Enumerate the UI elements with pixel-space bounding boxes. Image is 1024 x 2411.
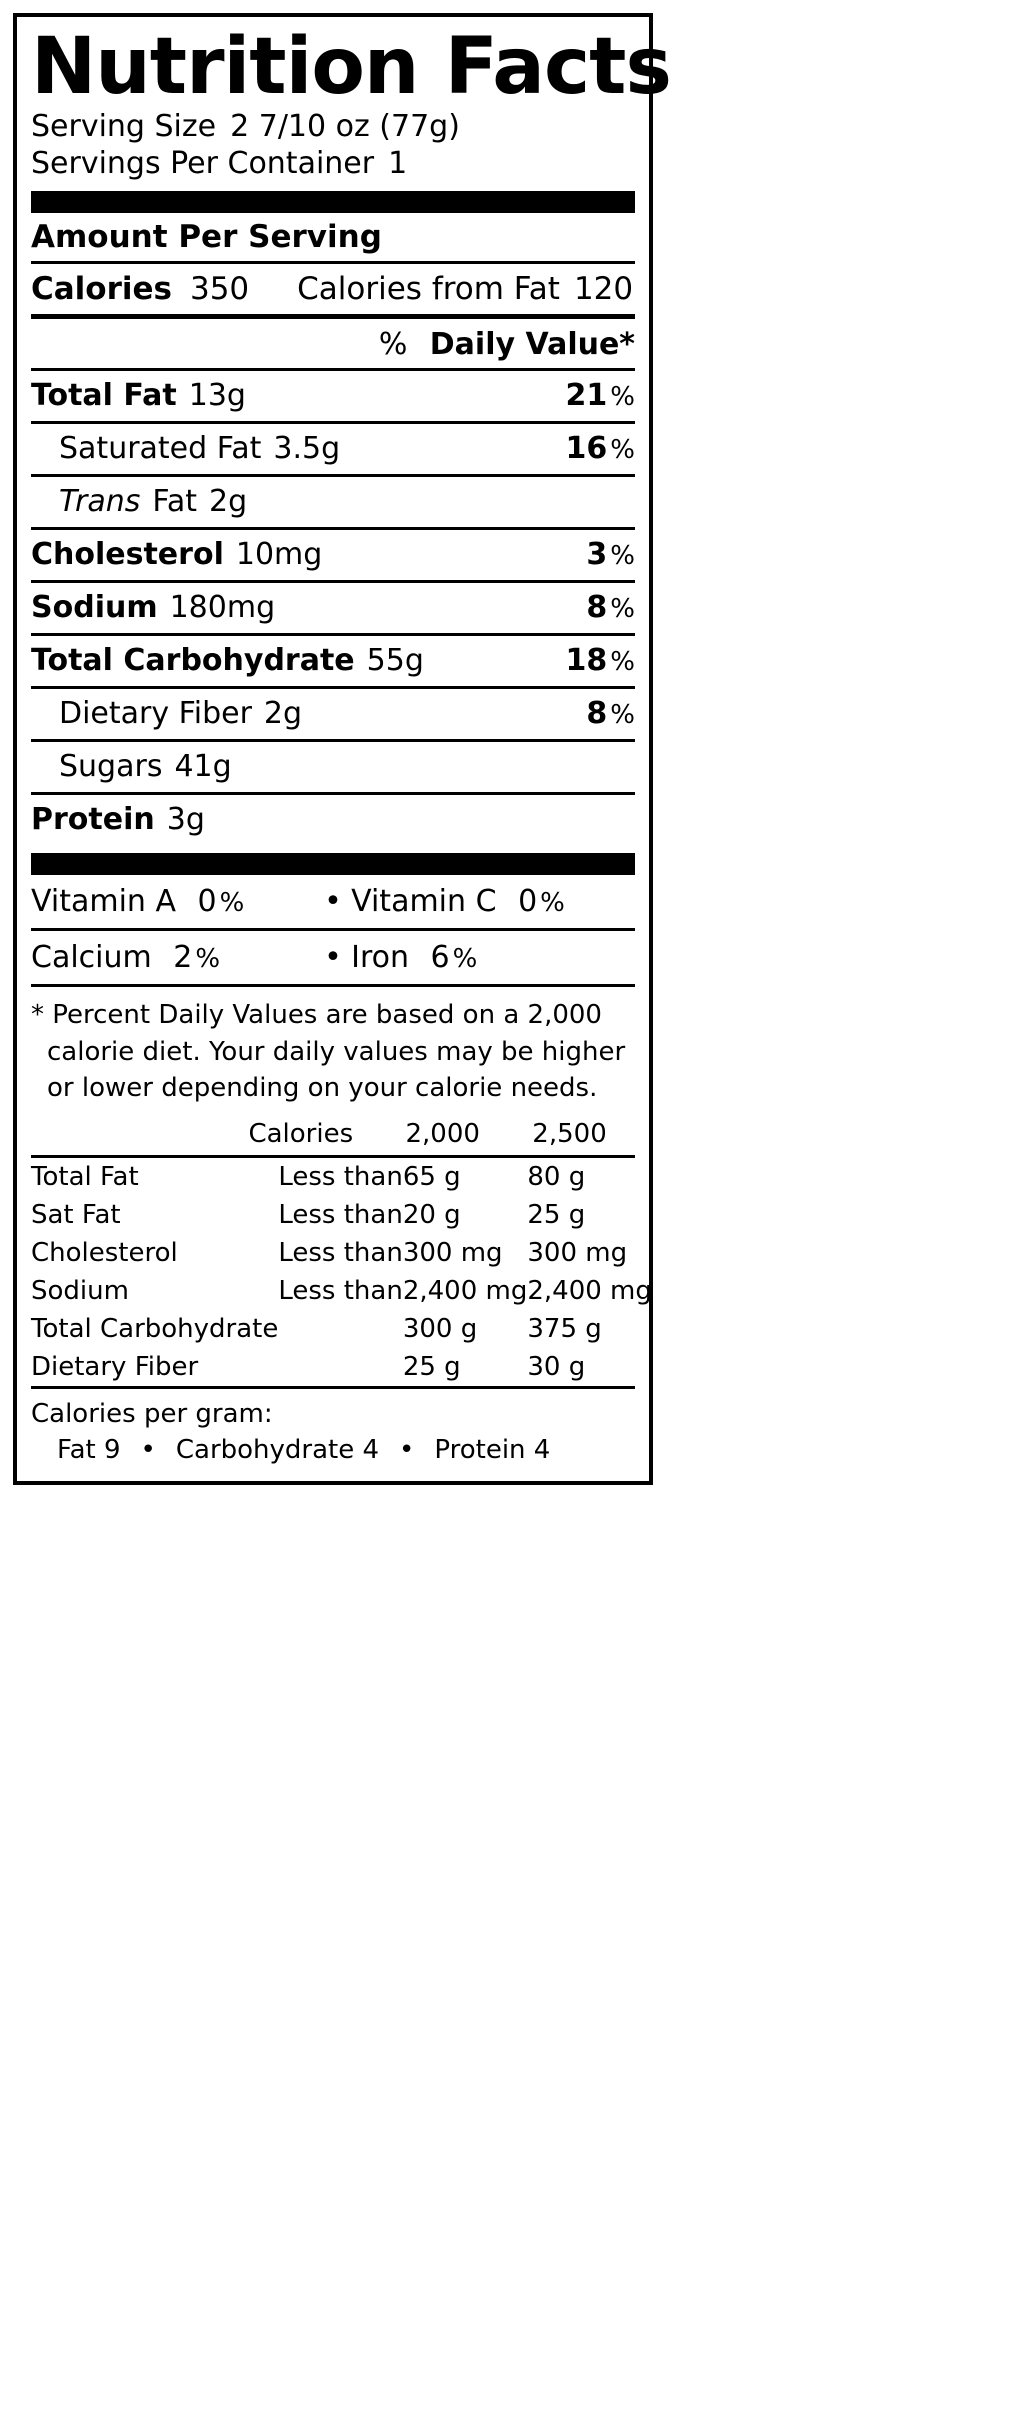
bullet-icon: • xyxy=(140,1435,156,1466)
vitamin-row-1 xyxy=(31,875,635,928)
vitamin-row-2 xyxy=(31,931,635,984)
percent-sign: % xyxy=(610,540,635,571)
dv-row-2000: 20 g xyxy=(402,1200,461,1231)
nutrient-row-sugars xyxy=(31,742,635,792)
table-header-2500: 2,500 xyxy=(532,1119,607,1150)
nutrient-amount: 2g xyxy=(209,483,248,519)
daily-value-header xyxy=(31,319,635,368)
dv-row-name: Cholesterol xyxy=(31,1238,178,1269)
footnote xyxy=(31,987,635,1116)
dv-row-2000: 25 g xyxy=(402,1352,461,1383)
vitamin-name: Iron xyxy=(351,939,409,975)
daily-value-text: Daily Value* xyxy=(429,326,635,362)
cpg-fat: Fat 9 xyxy=(57,1435,121,1466)
dv-row-qualifier: Less than xyxy=(278,1238,403,1269)
bullet-icon: • xyxy=(324,939,342,975)
percent-sign: % xyxy=(610,381,635,412)
table-row xyxy=(31,1234,652,1272)
footnote-line-3: or lower depending on your calorie needs. xyxy=(47,1073,598,1104)
calories-value: 350 xyxy=(189,270,250,307)
dv-row-qualifier xyxy=(278,1310,402,1348)
serving-size-row xyxy=(31,109,635,146)
dv-row-qualifier: Less than xyxy=(278,1276,403,1307)
page-title: Nutrition Facts xyxy=(31,22,671,112)
vitamin-name: Vitamin A xyxy=(31,883,176,919)
dv-row-2500: 300 mg xyxy=(527,1238,628,1269)
nutrient-dv: 21 xyxy=(565,377,608,413)
percent-sign: % xyxy=(610,699,635,730)
bullet-icon: • xyxy=(324,883,342,919)
dv-row-2500: 80 g xyxy=(527,1162,586,1193)
servings-per-container-value: 1 xyxy=(388,146,408,182)
dv-row-name: Total Fat xyxy=(31,1162,139,1193)
table-header-row xyxy=(31,1115,635,1155)
nutrient-dv: 18 xyxy=(565,642,608,678)
nutrient-row-sodium xyxy=(31,583,635,633)
percent-sign: % xyxy=(610,646,635,677)
bullet-icon: • xyxy=(399,1435,415,1466)
percent-sign: % xyxy=(219,887,245,918)
dv-row-2000: 300 mg xyxy=(402,1238,503,1269)
nutrient-row-total-carbohydrate xyxy=(31,636,635,686)
nutrient-amount: 13g xyxy=(188,377,246,413)
dv-row-name: Dietary Fiber xyxy=(31,1352,199,1383)
table-row xyxy=(31,1348,652,1386)
table-header-2000: 2,000 xyxy=(405,1119,480,1150)
calories-per-gram-label: Calories per gram: xyxy=(31,1399,273,1430)
dv-row-2000: 65 g xyxy=(402,1162,461,1193)
nutrient-dv: 16 xyxy=(565,430,608,466)
divider-thick-top xyxy=(31,191,635,213)
amount-per-serving-label: Amount Per Serving xyxy=(31,218,382,255)
nutrient-name: Sugars xyxy=(59,748,163,784)
nutrient-row-saturated-fat xyxy=(31,424,635,474)
cpg-protein: Protein 4 xyxy=(434,1435,551,1466)
servings-per-container-label: Servings Per Container xyxy=(31,146,375,182)
nutrient-dv: 8 xyxy=(586,589,608,625)
table-header-calories: Calories xyxy=(248,1119,354,1150)
divider-thick-bottom xyxy=(31,853,635,875)
nutrient-amount: 2g xyxy=(263,695,303,731)
nutrient-row-total-fat xyxy=(31,371,635,421)
nutrient-dv: 8 xyxy=(586,695,608,731)
nutrient-name: Protein xyxy=(31,801,155,837)
nutrient-amount: 55g xyxy=(366,642,424,678)
nutrition-facts-label xyxy=(13,13,671,1485)
nutrient-name: Saturated Fat xyxy=(59,430,262,466)
vitamin-name: Vitamin C xyxy=(351,883,497,919)
vitamin-value: 0 xyxy=(197,883,217,919)
percent-sign: % xyxy=(452,943,478,974)
calories-from-fat-label: Calories from Fat xyxy=(297,270,560,307)
serving-size-label: Serving Size xyxy=(31,109,217,145)
table-row xyxy=(31,1158,652,1196)
nutrient-name: Dietary Fiber xyxy=(59,695,252,731)
calories-from-fat-value: 120 xyxy=(573,270,634,307)
nutrient-row-trans-fat xyxy=(31,477,635,527)
footnote-line-1: * Percent Daily Values are based on a 2,000 xyxy=(31,999,602,1030)
dv-row-2000: 2,400 mg xyxy=(402,1276,528,1307)
vitamin-value: 6 xyxy=(430,939,450,975)
nutrient-name: Sodium xyxy=(31,589,158,625)
calories-row xyxy=(31,264,635,314)
table-row xyxy=(31,1310,652,1348)
percent-sign: % xyxy=(610,434,635,465)
table-row xyxy=(31,1272,652,1310)
vitamin-value: 2 xyxy=(173,939,193,975)
nutrient-amount: 10mg xyxy=(235,536,323,572)
daily-value-percent-sign: % xyxy=(378,326,408,362)
servings-per-container-row xyxy=(31,146,635,183)
nutrient-name-suffix: Fat xyxy=(152,483,198,519)
daily-values-table xyxy=(31,1115,635,1155)
footnote-line-2: calorie diet. Your daily values may be higher xyxy=(47,1036,626,1067)
dv-row-2500: 375 g xyxy=(527,1314,602,1345)
dv-row-name: Sat Fat xyxy=(31,1200,121,1231)
calories-per-gram-row xyxy=(31,1431,635,1469)
nutrient-amount: 41g xyxy=(174,748,232,784)
dv-row-qualifier xyxy=(278,1348,402,1386)
dv-row-qualifier: Less than xyxy=(278,1200,403,1231)
percent-sign: % xyxy=(610,593,635,624)
dv-row-name: Total Carbohydrate xyxy=(31,1314,279,1345)
nutrient-amount: 3.5g xyxy=(273,430,341,466)
nutrient-name: Total Carbohydrate xyxy=(31,642,355,678)
nutrient-dv: 3 xyxy=(586,536,608,572)
nutrient-name: Cholesterol xyxy=(31,536,224,572)
dv-row-name: Sodium xyxy=(31,1276,129,1307)
nutrient-name: Trans xyxy=(59,483,141,519)
percent-sign: % xyxy=(540,887,565,918)
serving-size-value: 2 7/10 oz (77g) xyxy=(230,109,460,145)
nutrient-row-cholesterol xyxy=(31,530,635,580)
vitamin-name: Calcium xyxy=(31,939,152,975)
vitamin-value: 0 xyxy=(518,883,538,919)
cpg-carbohydrate: Carbohydrate 4 xyxy=(175,1435,380,1466)
dv-row-2500: 30 g xyxy=(527,1352,586,1383)
dv-row-qualifier: Less than xyxy=(278,1162,403,1193)
nutrient-amount: 3g xyxy=(166,801,205,837)
table-row xyxy=(31,1196,652,1234)
percent-sign: % xyxy=(195,943,221,974)
calories-label: Calories xyxy=(31,270,172,307)
nutrient-name: Total Fat xyxy=(31,377,177,413)
nutrient-amount: 180mg xyxy=(169,589,276,625)
daily-values-table-body xyxy=(31,1158,652,1386)
nutrient-row-protein xyxy=(31,795,635,845)
dv-row-2500: 2,400 mg xyxy=(527,1276,652,1307)
table-header-blank xyxy=(31,1115,248,1155)
dv-row-2000: 300 g xyxy=(402,1314,478,1345)
nutrient-row-dietary-fiber xyxy=(31,689,635,739)
dv-row-2500: 25 g xyxy=(527,1200,586,1231)
